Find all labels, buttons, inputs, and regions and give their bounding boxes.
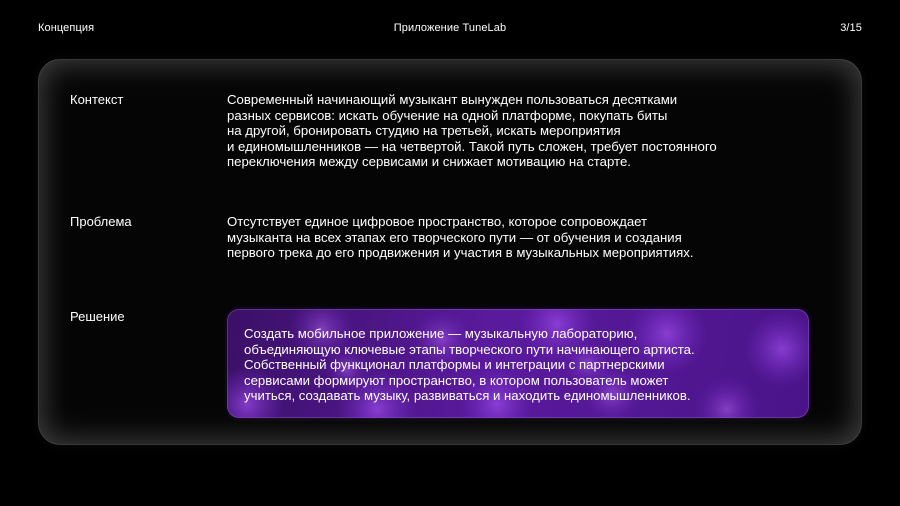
solution-line: сервисами формируют пространство, в котором пользователь может [244,372,669,388]
solution-label: Решение [70,309,125,324]
solution-text [244,326,804,404]
problem-label: Проблема [70,214,132,229]
context-line: разных сервисов: искать обучение на одной платформе, покупать биты [227,107,668,123]
section-title: Концепция [38,22,95,34]
context-line: переключения между сервисами и снижает мотивацию на старте. [227,154,631,169]
context-line: Современный начинающий музыкант вынужден пользоваться десятками [227,92,678,107]
problem-line: музыканта на всех этапах его творческого пути — от обучения и создания [227,229,682,245]
solution-line: Собственный функционал платформы и интеграции с партнерскими [244,357,665,372]
problem-line: Отсутствует единое цифровое пространство, которое сопровождает [227,214,648,229]
solution-line: учиться, создавать музыку, развиваться и находить единомышленников. [244,388,691,403]
solution-highlight-box [227,309,809,418]
app-title: Приложение TuneLab [393,22,507,34]
solution-line: Создать мобильное приложение — музыкальную лабораторию, [244,326,638,341]
context-line: и единомышленников — на четвертой. Такой путь сложен, требует постоянного [227,138,717,154]
solution-line: объединяющую ключевые этапы творческого пути начинающего артиста. [244,341,695,357]
problem-text [227,214,817,261]
context-line: на другой, бронировать студию на третьей, искать мероприятия [227,123,621,138]
problem-line: первого трека до его продвижения и участия в музыкальных мероприятиях. [227,245,694,260]
page-number: 3/15 [840,22,862,34]
header-bar [38,22,862,36]
context-label: Контекст [70,92,124,107]
context-text [227,92,817,170]
